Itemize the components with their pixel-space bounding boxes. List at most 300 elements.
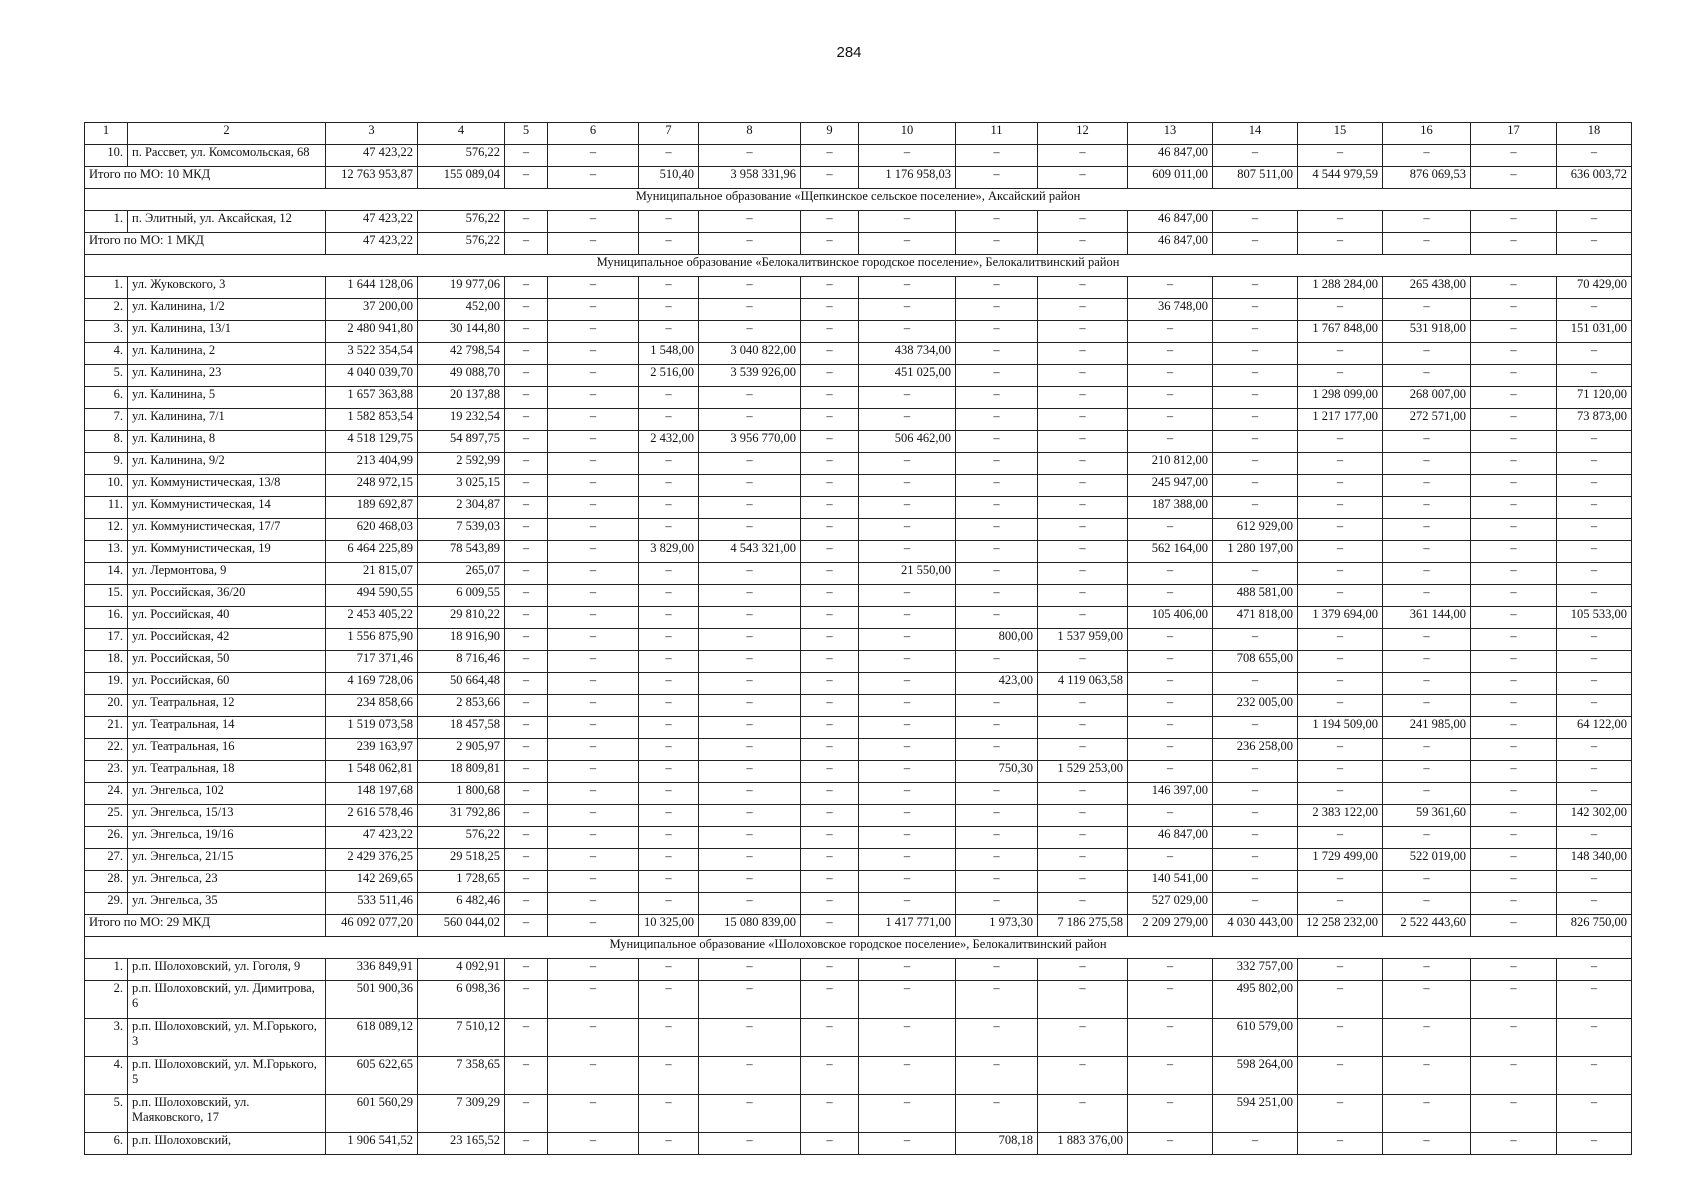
table-row xyxy=(85,365,1632,387)
value-cell: – xyxy=(859,629,956,651)
value-cell: – xyxy=(1128,849,1213,871)
value-cell: – xyxy=(548,673,639,695)
value-cell: – xyxy=(1471,629,1557,651)
value-cell: – xyxy=(1213,805,1298,827)
value-cell: – xyxy=(1213,475,1298,497)
value-cell: – xyxy=(1128,409,1213,431)
value-cell: 7 358,65 xyxy=(418,1057,505,1095)
value-cell: – xyxy=(801,343,859,365)
row-number-cell: 18. xyxy=(85,651,128,673)
value-cell: 47 423,22 xyxy=(326,211,418,233)
value-cell: 605 622,65 xyxy=(326,1057,418,1095)
value-cell: 610 579,00 xyxy=(1213,1019,1298,1057)
value-cell: – xyxy=(1298,431,1383,453)
value-cell: 620 468,03 xyxy=(326,519,418,541)
value-cell: – xyxy=(801,871,859,893)
value-cell: – xyxy=(956,343,1038,365)
value-cell: – xyxy=(956,1057,1038,1095)
value-cell: – xyxy=(801,805,859,827)
row-number-cell: 13. xyxy=(85,541,128,563)
value-cell: 1 379 694,00 xyxy=(1298,607,1383,629)
value-cell: – xyxy=(1038,145,1128,167)
value-cell: – xyxy=(1038,343,1128,365)
value-cell: – xyxy=(639,893,699,915)
total-value-cell: – xyxy=(859,233,956,255)
table-row xyxy=(85,453,1632,475)
total-row xyxy=(85,915,1632,937)
value-cell: 3 040 822,00 xyxy=(699,343,801,365)
total-value-cell: 12 258 232,00 xyxy=(1298,915,1383,937)
value-cell: – xyxy=(699,409,801,431)
value-cell: – xyxy=(1471,497,1557,519)
column-number-cell: 11 xyxy=(956,123,1038,145)
value-cell: 2 432,00 xyxy=(639,431,699,453)
value-cell: – xyxy=(1471,805,1557,827)
value-cell: – xyxy=(1557,497,1632,519)
value-cell: – xyxy=(859,805,956,827)
total-value-cell: – xyxy=(548,915,639,937)
value-cell: – xyxy=(801,695,859,717)
value-cell: 105 406,00 xyxy=(1128,607,1213,629)
value-cell: – xyxy=(1557,893,1632,915)
value-cell: – xyxy=(956,431,1038,453)
row-number-cell: 1. xyxy=(85,959,128,981)
value-cell: – xyxy=(1471,1133,1557,1155)
value-cell: – xyxy=(1038,849,1128,871)
value-cell: – xyxy=(956,607,1038,629)
value-cell: – xyxy=(1471,541,1557,563)
row-number-cell: 1. xyxy=(85,211,128,233)
value-cell: – xyxy=(505,739,548,761)
value-cell: – xyxy=(505,475,548,497)
value-cell: – xyxy=(505,1133,548,1155)
value-cell: – xyxy=(1128,651,1213,673)
value-cell: – xyxy=(699,629,801,651)
value-cell: 451 025,00 xyxy=(859,365,956,387)
value-cell: – xyxy=(1213,563,1298,585)
total-value-cell: 4 544 979,59 xyxy=(1298,167,1383,189)
value-cell: – xyxy=(548,629,639,651)
value-cell: – xyxy=(801,431,859,453)
address-cell: ул. Энгельса, 23 xyxy=(128,871,326,893)
total-value-cell: – xyxy=(956,233,1038,255)
value-cell: – xyxy=(548,761,639,783)
value-cell: – xyxy=(956,981,1038,1019)
value-cell: – xyxy=(1213,365,1298,387)
value-cell: – xyxy=(1471,277,1557,299)
value-cell: 59 361,60 xyxy=(1383,805,1471,827)
value-cell: – xyxy=(1038,805,1128,827)
value-cell: – xyxy=(1383,673,1471,695)
value-cell: – xyxy=(548,695,639,717)
value-cell: – xyxy=(639,717,699,739)
total-value-cell: 15 080 839,00 xyxy=(699,915,801,937)
value-cell: 1 582 853,54 xyxy=(326,409,418,431)
value-cell: 18 809,81 xyxy=(418,761,505,783)
value-cell: – xyxy=(1128,365,1213,387)
value-cell: 268 007,00 xyxy=(1383,387,1471,409)
value-cell: – xyxy=(1038,321,1128,343)
address-cell: ул. Коммунистическая, 14 xyxy=(128,497,326,519)
value-cell: – xyxy=(1213,871,1298,893)
value-cell: – xyxy=(1038,541,1128,563)
value-cell: – xyxy=(548,541,639,563)
value-cell: – xyxy=(956,387,1038,409)
value-cell: – xyxy=(505,673,548,695)
value-cell: – xyxy=(1038,277,1128,299)
value-cell: – xyxy=(859,453,956,475)
value-cell: 1 906 541,52 xyxy=(326,1133,418,1155)
value-cell: 2 592,99 xyxy=(418,453,505,475)
value-cell: – xyxy=(699,453,801,475)
total-value-cell: – xyxy=(505,233,548,255)
value-cell: 47 423,22 xyxy=(326,145,418,167)
value-cell: – xyxy=(548,299,639,321)
value-cell: 146 397,00 xyxy=(1128,783,1213,805)
value-cell: – xyxy=(548,585,639,607)
value-cell: – xyxy=(505,1095,548,1133)
value-cell: – xyxy=(1298,475,1383,497)
value-cell: – xyxy=(1471,387,1557,409)
value-cell: – xyxy=(1038,387,1128,409)
column-number-cell: 3 xyxy=(326,123,418,145)
value-cell: – xyxy=(1557,585,1632,607)
total-value-cell: 4 030 443,00 xyxy=(1213,915,1298,937)
value-cell: – xyxy=(548,893,639,915)
value-cell: – xyxy=(639,805,699,827)
value-cell: – xyxy=(1471,827,1557,849)
address-cell: ул. Энгельса, 19/16 xyxy=(128,827,326,849)
value-cell: – xyxy=(1298,211,1383,233)
value-cell: – xyxy=(1471,607,1557,629)
address-cell: ул. Калинина, 8 xyxy=(128,431,326,453)
value-cell: – xyxy=(1298,1057,1383,1095)
value-cell: 6 098,36 xyxy=(418,981,505,1019)
value-cell: 50 664,48 xyxy=(418,673,505,695)
value-cell: – xyxy=(505,629,548,651)
value-cell: – xyxy=(956,409,1038,431)
value-cell: – xyxy=(1038,211,1128,233)
value-cell: – xyxy=(1383,145,1471,167)
value-cell: – xyxy=(505,431,548,453)
value-cell: – xyxy=(1471,585,1557,607)
total-value-cell: – xyxy=(699,233,801,255)
column-number-cell: 14 xyxy=(1213,123,1298,145)
value-cell: – xyxy=(505,365,548,387)
value-cell: – xyxy=(801,145,859,167)
value-cell: – xyxy=(956,585,1038,607)
value-cell: 1 800,68 xyxy=(418,783,505,805)
value-cell: – xyxy=(548,145,639,167)
value-cell: 4 518 129,75 xyxy=(326,431,418,453)
value-cell: 1 298 099,00 xyxy=(1298,387,1383,409)
total-label: Итого по МО: 29 МКД xyxy=(85,915,326,937)
value-cell: 576,22 xyxy=(418,145,505,167)
row-number-cell: 29. xyxy=(85,893,128,915)
value-cell: – xyxy=(1298,893,1383,915)
value-cell: – xyxy=(1298,453,1383,475)
value-cell: – xyxy=(505,497,548,519)
value-cell: – xyxy=(1213,1133,1298,1155)
row-number-cell: 3. xyxy=(85,321,128,343)
value-cell: – xyxy=(801,387,859,409)
value-cell: – xyxy=(639,761,699,783)
value-cell: 54 897,75 xyxy=(418,431,505,453)
value-cell: – xyxy=(548,519,639,541)
value-cell: 21 815,07 xyxy=(326,563,418,585)
value-cell: – xyxy=(1557,519,1632,541)
table-row xyxy=(85,343,1632,365)
value-cell: 423,00 xyxy=(956,673,1038,695)
column-number-cell: 16 xyxy=(1383,123,1471,145)
value-cell: 234 858,66 xyxy=(326,695,418,717)
row-number-cell: 6. xyxy=(85,1133,128,1155)
value-cell: – xyxy=(801,739,859,761)
value-cell: 20 137,88 xyxy=(418,387,505,409)
value-cell: – xyxy=(699,1057,801,1095)
value-cell: – xyxy=(639,299,699,321)
section-title: Муниципальное образование «Шолоховское городское поселение», Белокалитвинский район xyxy=(85,937,1632,959)
total-value-cell: 576,22 xyxy=(418,233,505,255)
value-cell: – xyxy=(1128,343,1213,365)
value-cell: – xyxy=(956,959,1038,981)
value-cell: 1 519 073,58 xyxy=(326,717,418,739)
value-cell: – xyxy=(801,893,859,915)
address-cell: р.п. Шолоховский, ул. М.Горького, 3 xyxy=(128,1019,326,1057)
value-cell: 2 453 405,22 xyxy=(326,607,418,629)
value-cell: – xyxy=(859,1095,956,1133)
value-cell: – xyxy=(699,1133,801,1155)
value-cell: – xyxy=(1128,981,1213,1019)
value-cell: – xyxy=(1038,299,1128,321)
value-cell: 19 977,06 xyxy=(418,277,505,299)
total-value-cell: 1 176 958,03 xyxy=(859,167,956,189)
address-cell: ул. Коммунистическая, 17/7 xyxy=(128,519,326,541)
value-cell: – xyxy=(1471,475,1557,497)
value-cell: 46 847,00 xyxy=(1128,145,1213,167)
value-cell: 8 716,46 xyxy=(418,651,505,673)
value-cell: – xyxy=(801,1095,859,1133)
value-cell: – xyxy=(1298,783,1383,805)
total-value-cell: 1 417 771,00 xyxy=(859,915,956,937)
total-value-cell: 46 847,00 xyxy=(1128,233,1213,255)
value-cell: 46 847,00 xyxy=(1128,211,1213,233)
value-cell: – xyxy=(956,651,1038,673)
value-cell: 2 853,66 xyxy=(418,695,505,717)
value-cell: 361 144,00 xyxy=(1383,607,1471,629)
value-cell: – xyxy=(505,409,548,431)
value-cell: – xyxy=(548,1019,639,1057)
value-cell: 6 009,55 xyxy=(418,585,505,607)
table-row xyxy=(85,211,1632,233)
value-cell: – xyxy=(699,277,801,299)
address-cell: р.п. Шолоховский, ул. Димитрова, 6 xyxy=(128,981,326,1019)
value-cell: – xyxy=(1213,431,1298,453)
value-cell: 148 340,00 xyxy=(1557,849,1632,871)
value-cell: 3 522 354,54 xyxy=(326,343,418,365)
value-cell: – xyxy=(505,607,548,629)
value-cell: – xyxy=(1298,585,1383,607)
value-cell: – xyxy=(548,783,639,805)
value-cell: – xyxy=(1471,959,1557,981)
value-cell: – xyxy=(548,563,639,585)
value-cell: – xyxy=(639,959,699,981)
value-cell: – xyxy=(1298,761,1383,783)
value-cell: 21 550,00 xyxy=(859,563,956,585)
value-cell: 265,07 xyxy=(418,563,505,585)
value-cell: – xyxy=(801,959,859,981)
value-cell: 471 818,00 xyxy=(1213,607,1298,629)
value-cell: – xyxy=(1471,431,1557,453)
value-cell: – xyxy=(1471,211,1557,233)
value-cell: 18 916,90 xyxy=(418,629,505,651)
value-cell: – xyxy=(1038,475,1128,497)
value-cell: 488 581,00 xyxy=(1213,585,1298,607)
row-number-cell: 15. xyxy=(85,585,128,607)
value-cell: – xyxy=(801,585,859,607)
value-cell: – xyxy=(1557,673,1632,695)
total-value-cell: – xyxy=(639,233,699,255)
value-cell: – xyxy=(1557,453,1632,475)
address-cell: ул. Театральная, 12 xyxy=(128,695,326,717)
value-cell: – xyxy=(1557,1057,1632,1095)
value-cell: – xyxy=(859,783,956,805)
value-cell: – xyxy=(639,145,699,167)
value-cell: – xyxy=(956,563,1038,585)
value-cell: – xyxy=(699,145,801,167)
value-cell: – xyxy=(801,783,859,805)
value-cell: – xyxy=(505,1019,548,1057)
row-number-cell: 3. xyxy=(85,1019,128,1057)
value-cell: – xyxy=(505,849,548,871)
value-cell: 527 029,00 xyxy=(1128,893,1213,915)
value-cell: 601 560,29 xyxy=(326,1095,418,1133)
value-cell: – xyxy=(1471,761,1557,783)
value-cell: – xyxy=(1298,541,1383,563)
value-cell: – xyxy=(956,805,1038,827)
value-cell: – xyxy=(1128,695,1213,717)
value-cell: – xyxy=(1213,409,1298,431)
value-cell: – xyxy=(548,849,639,871)
table-row xyxy=(85,761,1632,783)
value-cell: – xyxy=(1213,497,1298,519)
value-cell: – xyxy=(1038,563,1128,585)
value-cell: – xyxy=(505,563,548,585)
row-number-cell: 27. xyxy=(85,849,128,871)
table-row xyxy=(85,585,1632,607)
address-cell: ул. Коммунистическая, 13/8 xyxy=(128,475,326,497)
address-cell: ул. Калинина, 2 xyxy=(128,343,326,365)
value-cell: – xyxy=(1038,365,1128,387)
row-number-cell: 5. xyxy=(85,365,128,387)
value-cell: – xyxy=(699,981,801,1019)
value-cell: 7 539,03 xyxy=(418,519,505,541)
value-cell: 7 510,12 xyxy=(418,1019,505,1057)
table-row xyxy=(85,717,1632,739)
row-number-cell: 10. xyxy=(85,475,128,497)
value-cell: 78 543,89 xyxy=(418,541,505,563)
address-cell: ул. Лермонтова, 9 xyxy=(128,563,326,585)
value-cell: – xyxy=(956,849,1038,871)
value-cell: – xyxy=(1298,365,1383,387)
value-cell: – xyxy=(956,871,1038,893)
value-cell: – xyxy=(1471,365,1557,387)
value-cell: 105 533,00 xyxy=(1557,607,1632,629)
value-cell: – xyxy=(505,277,548,299)
table-body xyxy=(85,123,1632,1155)
value-cell: – xyxy=(1471,519,1557,541)
value-cell: – xyxy=(859,981,956,1019)
value-cell: – xyxy=(505,387,548,409)
row-number-cell: 26. xyxy=(85,827,128,849)
value-cell: – xyxy=(859,761,956,783)
value-cell: – xyxy=(1471,1057,1557,1095)
value-cell: – xyxy=(1128,431,1213,453)
value-cell: – xyxy=(801,563,859,585)
value-cell: – xyxy=(1038,871,1128,893)
value-cell: – xyxy=(639,673,699,695)
value-cell: – xyxy=(699,827,801,849)
value-cell: – xyxy=(699,519,801,541)
value-cell: – xyxy=(639,497,699,519)
value-cell: – xyxy=(639,849,699,871)
value-cell: 576,22 xyxy=(418,827,505,849)
value-cell: – xyxy=(1298,695,1383,717)
value-cell: 71 120,00 xyxy=(1557,387,1632,409)
value-cell: – xyxy=(956,475,1038,497)
value-cell: – xyxy=(1383,1133,1471,1155)
row-number-cell: 8. xyxy=(85,431,128,453)
value-cell: – xyxy=(639,1095,699,1133)
value-cell: 438 734,00 xyxy=(859,343,956,365)
value-cell: – xyxy=(639,607,699,629)
value-cell: – xyxy=(1471,739,1557,761)
value-cell: – xyxy=(699,585,801,607)
value-cell: – xyxy=(1298,871,1383,893)
value-cell: 533 511,46 xyxy=(326,893,418,915)
row-number-cell: 2. xyxy=(85,299,128,321)
value-cell: – xyxy=(1557,761,1632,783)
value-cell: – xyxy=(505,805,548,827)
value-cell: – xyxy=(1383,1019,1471,1057)
value-cell: – xyxy=(1213,299,1298,321)
row-number-cell: 17. xyxy=(85,629,128,651)
value-cell: – xyxy=(1128,717,1213,739)
total-value-cell: – xyxy=(1557,233,1632,255)
row-number-cell: 6. xyxy=(85,387,128,409)
table-row xyxy=(85,519,1632,541)
address-cell: ул. Энгельса, 15/13 xyxy=(128,805,326,827)
value-cell: 37 200,00 xyxy=(326,299,418,321)
value-cell: – xyxy=(1383,585,1471,607)
value-cell: – xyxy=(548,1095,639,1133)
value-cell: – xyxy=(1471,453,1557,475)
value-cell: 36 748,00 xyxy=(1128,299,1213,321)
value-cell: – xyxy=(956,299,1038,321)
address-cell: ул. Энгельса, 35 xyxy=(128,893,326,915)
address-cell: п. Рассвет, ул. Комсомольская, 68 xyxy=(128,145,326,167)
value-cell: – xyxy=(859,717,956,739)
total-value-cell: – xyxy=(505,915,548,937)
table-row xyxy=(85,563,1632,585)
value-cell: 1 217 177,00 xyxy=(1298,409,1383,431)
value-cell: – xyxy=(859,519,956,541)
value-cell: – xyxy=(1038,497,1128,519)
value-cell: – xyxy=(1128,805,1213,827)
table-row xyxy=(85,629,1632,651)
value-cell: – xyxy=(859,585,956,607)
value-cell: – xyxy=(699,805,801,827)
